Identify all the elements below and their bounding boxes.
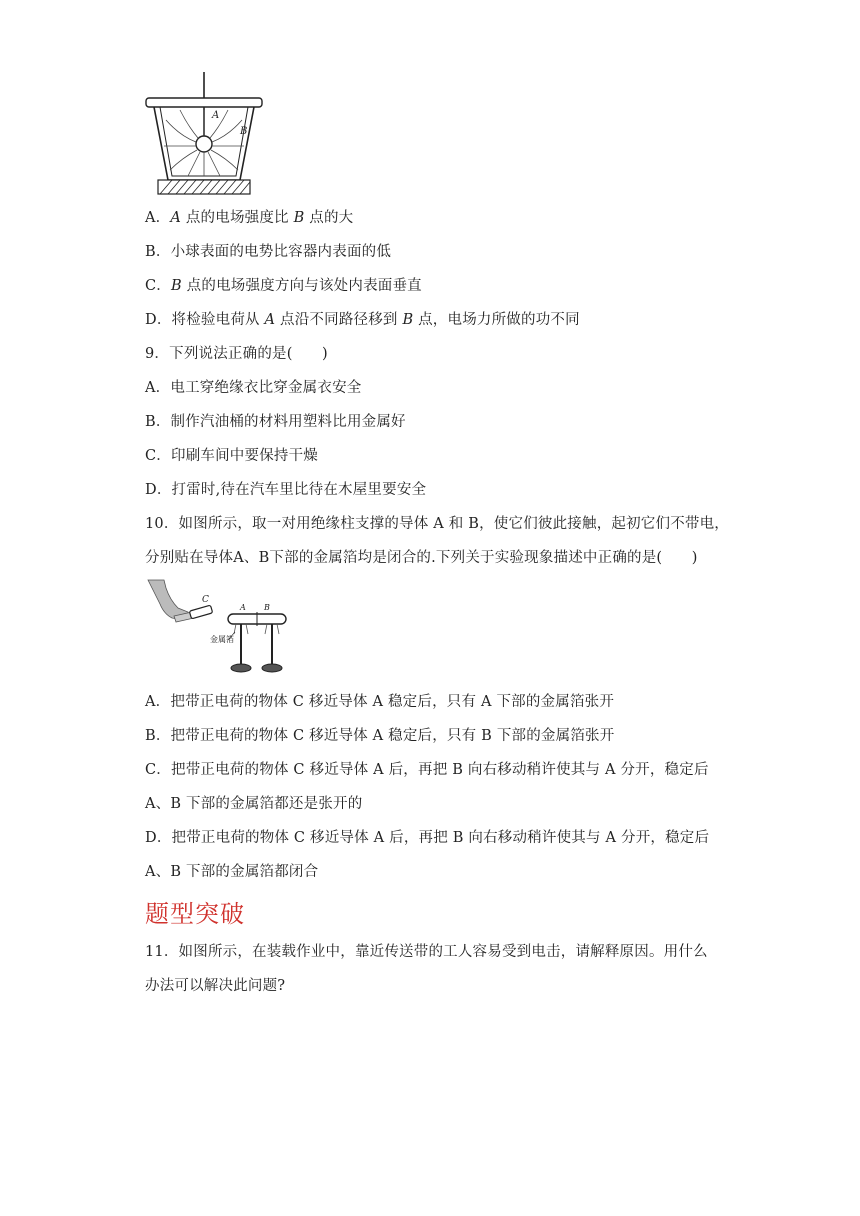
q10-option-c-line2: A、B 下部的金属箔都还是张开的 — [145, 796, 363, 812]
q8-option-c: C．B 点的电场强度方向与该处内表面垂直 — [145, 278, 422, 294]
q11-line2: 办法可以解决此问题? — [145, 978, 286, 994]
figure-label-c: C — [202, 595, 209, 605]
figure-label-b: B — [240, 126, 248, 137]
q10-option-d-line1: D．把带正电荷的物体 C 移近导体 A 后，再把 B 向右移动稍许使其与 A 分开，稳定后 — [145, 830, 710, 846]
figure-label-b2: B — [264, 603, 270, 612]
q9-option-c: C．印刷车间中要保持干燥 — [145, 448, 318, 464]
q11-line1: 11．如图所示，在装载作业中，靠近传送带的工人容易受到电击，请解释原因。用什么 — [145, 944, 708, 960]
q9-option-d: D．打雷时,待在汽车里比待在木屋里要安全 — [145, 482, 427, 498]
section-title: 题型突破 — [145, 900, 245, 928]
q8-option-b: B．小球表面的电势比容器内表面的低 — [145, 244, 392, 260]
figure-label-a: A — [212, 110, 220, 121]
q9-option-b: B．制作汽油桶的材料用塑料比用金属好 — [145, 414, 406, 430]
q8-option-d: D．将检验电荷从 A 点沿不同路径移到 B 点，电场力所做的功不同 — [145, 312, 580, 328]
figure-charged-sphere-container — [140, 66, 270, 198]
figure-label-foil: 金属箔 — [210, 635, 234, 644]
q10-option-a: A．把带正电荷的物体 C 移近导体 A 稳定后，只有 A 下部的金属箔张开 — [145, 694, 615, 710]
q8-option-a: A．A 点的电场强度比 B 点的大 — [145, 210, 354, 226]
q9-option-a: A．电工穿绝缘衣比穿金属衣安全 — [145, 380, 362, 396]
q9-stem: 9．下列说法正确的是( ) — [145, 346, 328, 362]
figure-conductors-ab — [144, 578, 294, 678]
figure-label-a2: A — [240, 603, 246, 612]
q10-option-b: B．把带正电荷的物体 C 移近导体 A 稳定后，只有 B 下部的金属箔张开 — [145, 728, 615, 744]
q10-option-d-line2: A、B 下部的金属箔都闭合 — [145, 864, 319, 880]
q10-option-c-line1: C．把带正电荷的物体 C 移近导体 A 后，再把 B 向右移动稍许使其与 A 分开，稳定后 — [145, 762, 709, 778]
q10-stem-line2: 分别贴在导体A、B下部的金属箔均是闭合的.下列关于实验现象描述中正确的是( ) — [145, 550, 698, 566]
q10-stem-line1: 10．如图所示，取一对用绝缘柱支撑的导体 A 和 B，使它们彼此接触，起初它们不带电， — [145, 516, 730, 532]
